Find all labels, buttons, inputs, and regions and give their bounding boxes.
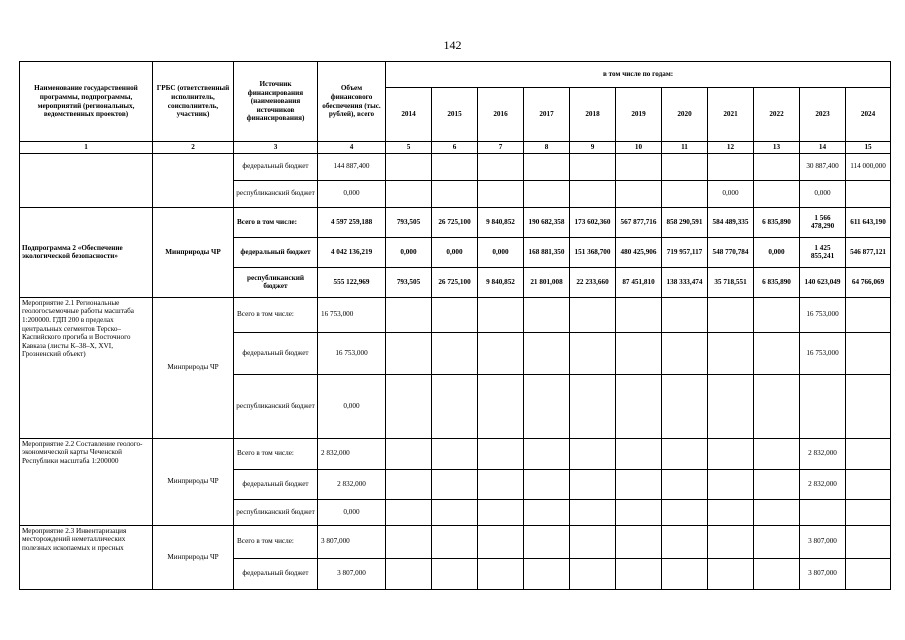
year-amount-cell (846, 180, 891, 207)
table-row (20, 207, 891, 237)
table-row (20, 153, 891, 180)
year-amount-cell (386, 297, 432, 332)
year-amount-cell (432, 332, 478, 374)
funding-source-cell: федеральный бюджет (234, 237, 318, 267)
header-year-2023: 2023 (800, 88, 846, 142)
total-amount-cell: 4 597 259,188 (318, 207, 386, 237)
year-amount-cell (662, 180, 708, 207)
header-year-2016: 2016 (478, 88, 524, 142)
total-amount-cell: 4 042 136,219 (318, 237, 386, 267)
year-amount-cell: 793,505 (386, 267, 432, 297)
year-amount-cell: 168 881,350 (524, 237, 570, 267)
header-name: Наименование государственной программы, подпрограммы, мероприятий (региональных, ведомственных проектов) (20, 62, 153, 142)
funding-source-cell: республиканский бюджет (234, 180, 318, 207)
year-amount-cell (478, 374, 524, 438)
year-amount-cell (616, 469, 662, 499)
funding-source-cell: Всего в том числе: (234, 297, 318, 332)
year-amount-cell (708, 558, 754, 589)
year-amount-cell: 719 957,117 (662, 237, 708, 267)
funding-source-cell: федеральный бюджет (234, 558, 318, 589)
year-amount-cell (432, 558, 478, 589)
year-amount-cell: 548 770,784 (708, 237, 754, 267)
year-amount-cell (754, 499, 800, 525)
year-amount-cell: 0,000 (800, 180, 846, 207)
year-amount-cell: 64 766,069 (846, 267, 891, 297)
total-amount-cell: 555 122,969 (318, 267, 386, 297)
year-amount-cell (570, 374, 616, 438)
header-source: Источник финансирования (наименования источников финансирования) (234, 62, 318, 142)
year-amount-cell (478, 438, 524, 469)
year-amount-cell: 0,000 (708, 180, 754, 207)
year-amount-cell: 26 725,100 (432, 207, 478, 237)
total-amount-cell: 0,000 (318, 374, 386, 438)
year-amount-cell: 2 832,000 (800, 438, 846, 469)
year-amount-cell (478, 180, 524, 207)
year-amount-cell (432, 180, 478, 207)
grbs-cell (153, 153, 234, 207)
total-amount-cell: 16 753,000 (318, 297, 386, 332)
year-amount-cell: 9 840,852 (478, 267, 524, 297)
year-amount-cell (478, 297, 524, 332)
year-amount-cell (708, 297, 754, 332)
year-amount-cell: 21 801,008 (524, 267, 570, 297)
column-number: 8 (524, 142, 570, 154)
year-amount-cell (524, 180, 570, 207)
year-amount-cell (432, 153, 478, 180)
year-amount-cell: 6 835,890 (754, 207, 800, 237)
total-amount-cell: 2 832,000 (318, 438, 386, 469)
year-amount-cell (478, 332, 524, 374)
year-amount-cell (386, 153, 432, 180)
year-amount-cell (754, 180, 800, 207)
header-year-2021: 2021 (708, 88, 754, 142)
year-amount-cell (708, 153, 754, 180)
year-amount-cell (616, 525, 662, 558)
year-amount-cell: 190 682,358 (524, 207, 570, 237)
total-amount-cell: 0,000 (318, 499, 386, 525)
year-amount-cell (524, 297, 570, 332)
year-amount-cell (846, 525, 891, 558)
year-amount-cell (570, 297, 616, 332)
funding-source-cell: Всего в том числе: (234, 525, 318, 558)
year-amount-cell (616, 499, 662, 525)
year-amount-cell: 138 333,474 (662, 267, 708, 297)
year-amount-cell (570, 153, 616, 180)
program-name-cell (20, 153, 153, 207)
program-name-cell: Подпрограмма 2 «Обеспечение экологической безопасности» (20, 207, 153, 297)
year-amount-cell: 16 753,000 (800, 297, 846, 332)
year-amount-cell (846, 332, 891, 374)
year-amount-cell (432, 499, 478, 525)
year-amount-cell (524, 525, 570, 558)
year-amount-cell (524, 153, 570, 180)
funding-source-cell: республиканский бюджет (234, 374, 318, 438)
column-number: 12 (708, 142, 754, 154)
year-amount-cell: 30 887,400 (800, 153, 846, 180)
year-amount-cell: 546 877,121 (846, 237, 891, 267)
funding-source-cell: федеральный бюджет (234, 153, 318, 180)
year-amount-cell (708, 438, 754, 469)
year-amount-cell (846, 438, 891, 469)
year-amount-cell: 151 368,700 (570, 237, 616, 267)
column-number: 6 (432, 142, 478, 154)
year-amount-cell (616, 297, 662, 332)
header-by-years: в том числе по годам: (386, 62, 891, 88)
header-grbs: ГРБС (ответственный исполнитель, соисполнитель, участник) (153, 62, 234, 142)
column-number: 2 (153, 142, 234, 154)
year-amount-cell (386, 525, 432, 558)
column-number: 5 (386, 142, 432, 154)
year-amount-cell (616, 332, 662, 374)
year-amount-cell: 611 643,190 (846, 207, 891, 237)
total-amount-cell: 2 832,000 (318, 469, 386, 499)
year-amount-cell (432, 297, 478, 332)
year-amount-cell (616, 153, 662, 180)
year-amount-cell: 1 566 478,290 (800, 207, 846, 237)
year-amount-cell: 35 718,551 (708, 267, 754, 297)
year-amount-cell: 6 835,890 (754, 267, 800, 297)
year-amount-cell: 3 807,000 (800, 558, 846, 589)
funding-source-cell: Всего в том числе: (234, 207, 318, 237)
year-amount-cell (570, 332, 616, 374)
grbs-cell: Минприроды ЧР (153, 438, 234, 525)
program-name-cell: Мероприятие 2.1 Региональные геологосъемочные работы масштаба 1:200000. ГДП 200 в пределах центральных сегментов Терско–Каспийского прогиба и Восточного Кавказа (листы К–38–X, XVI, Грозненский объект) (20, 297, 153, 438)
year-amount-cell: 793,505 (386, 207, 432, 237)
year-amount-cell (386, 438, 432, 469)
year-amount-cell (386, 558, 432, 589)
column-number: 15 (846, 142, 891, 154)
header-year-2024: 2024 (846, 88, 891, 142)
year-amount-cell: 584 489,335 (708, 207, 754, 237)
header-year-2017: 2017 (524, 88, 570, 142)
year-amount-cell (432, 374, 478, 438)
year-amount-cell: 22 233,660 (570, 267, 616, 297)
year-amount-cell: 0,000 (386, 237, 432, 267)
funding-source-cell: республиканский бюджет (234, 499, 318, 525)
year-amount-cell (662, 558, 708, 589)
year-amount-cell: 0,000 (478, 237, 524, 267)
year-amount-cell (478, 558, 524, 589)
year-amount-cell: 858 290,591 (662, 207, 708, 237)
year-amount-cell (708, 525, 754, 558)
column-number: 7 (478, 142, 524, 154)
year-amount-cell (662, 374, 708, 438)
total-amount-cell: 0,000 (318, 180, 386, 207)
year-amount-cell (386, 180, 432, 207)
year-amount-cell (846, 499, 891, 525)
year-amount-cell: 3 807,000 (800, 525, 846, 558)
year-amount-cell (386, 469, 432, 499)
year-amount-cell (570, 438, 616, 469)
table-row (20, 438, 891, 469)
year-amount-cell (616, 558, 662, 589)
year-amount-cell: 114 000,000 (846, 153, 891, 180)
grbs-cell: Минприроды ЧР (153, 207, 234, 297)
year-amount-cell (432, 438, 478, 469)
grbs-cell: Минприроды ЧР (153, 297, 234, 438)
year-amount-cell (478, 153, 524, 180)
year-amount-cell (754, 374, 800, 438)
year-amount-cell: 480 425,906 (616, 237, 662, 267)
year-amount-cell (478, 525, 524, 558)
year-amount-cell (524, 499, 570, 525)
column-number: 13 (754, 142, 800, 154)
year-amount-cell (570, 499, 616, 525)
year-amount-cell (570, 180, 616, 207)
year-amount-cell (386, 374, 432, 438)
year-amount-cell: 87 451,810 (616, 267, 662, 297)
table-row (20, 525, 891, 558)
column-number: 1 (20, 142, 153, 154)
year-amount-cell (846, 297, 891, 332)
year-amount-cell (754, 332, 800, 374)
year-amount-cell (524, 374, 570, 438)
year-amount-cell: 173 602,360 (570, 207, 616, 237)
funding-source-cell: федеральный бюджет (234, 332, 318, 374)
page-number: 142 (443, 38, 462, 52)
year-amount-cell: 567 877,716 (616, 207, 662, 237)
year-amount-cell (846, 374, 891, 438)
year-amount-cell: 26 725,100 (432, 267, 478, 297)
program-name-cell: Мероприятие 2.3 Инвентаризация месторождений неметаллических полезных ископаемых и пресных (20, 525, 153, 589)
year-amount-cell (800, 499, 846, 525)
column-number: 4 (318, 142, 386, 154)
year-amount-cell (662, 525, 708, 558)
header-year-2019: 2019 (616, 88, 662, 142)
header-year-2018: 2018 (570, 88, 616, 142)
year-amount-cell (616, 438, 662, 469)
year-amount-cell (570, 469, 616, 499)
year-amount-cell (846, 558, 891, 589)
table-row (20, 297, 891, 332)
year-amount-cell (662, 297, 708, 332)
total-amount-cell: 144 887,400 (318, 153, 386, 180)
year-amount-cell (708, 374, 754, 438)
header-year-2015: 2015 (432, 88, 478, 142)
year-amount-cell: 16 753,000 (800, 332, 846, 374)
year-amount-cell (478, 499, 524, 525)
year-amount-cell: 2 832,000 (800, 469, 846, 499)
year-amount-cell (754, 297, 800, 332)
year-amount-cell (616, 180, 662, 207)
year-amount-cell (800, 374, 846, 438)
column-number: 10 (616, 142, 662, 154)
program-name-cell: Мероприятие 2.2 Составление геолого-экономической карты Чеченской Республики масштаба 1:200000 (20, 438, 153, 525)
year-amount-cell: 0,000 (754, 237, 800, 267)
year-amount-cell (662, 499, 708, 525)
header-year-2014: 2014 (386, 88, 432, 142)
column-number: 14 (800, 142, 846, 154)
total-amount-cell: 3 807,000 (318, 558, 386, 589)
year-amount-cell: 140 623,049 (800, 267, 846, 297)
year-amount-cell (524, 332, 570, 374)
year-amount-cell (524, 469, 570, 499)
year-amount-cell (708, 499, 754, 525)
year-amount-cell (708, 332, 754, 374)
year-amount-cell (616, 374, 662, 438)
year-amount-cell (386, 332, 432, 374)
year-amount-cell (662, 153, 708, 180)
year-amount-cell (754, 469, 800, 499)
year-amount-cell (662, 469, 708, 499)
funding-source-cell: федеральный бюджет (234, 469, 318, 499)
year-amount-cell (570, 558, 616, 589)
total-amount-cell: 3 807,000 (318, 525, 386, 558)
year-amount-cell (754, 558, 800, 589)
year-amount-cell (754, 525, 800, 558)
year-amount-cell: 0,000 (432, 237, 478, 267)
column-number: 11 (662, 142, 708, 154)
header-volume: Объем финансового обеспечения (тыс. рублей), всего (318, 62, 386, 142)
year-amount-cell (846, 469, 891, 499)
header-year-2020: 2020 (662, 88, 708, 142)
year-amount-cell (708, 469, 754, 499)
year-amount-cell (754, 153, 800, 180)
funding-source-cell: Всего в том числе: (234, 438, 318, 469)
year-amount-cell (386, 499, 432, 525)
year-amount-cell (662, 438, 708, 469)
year-amount-cell (432, 525, 478, 558)
total-amount-cell: 16 753,000 (318, 332, 386, 374)
year-amount-cell: 1 425 855,241 (800, 237, 846, 267)
header-year-2022: 2022 (754, 88, 800, 142)
year-amount-cell (570, 525, 616, 558)
financing-table (19, 61, 891, 590)
year-amount-cell (524, 438, 570, 469)
grbs-cell: Минприроды ЧР (153, 525, 234, 589)
year-amount-cell: 9 840,852 (478, 207, 524, 237)
funding-source-cell: республиканский бюджет (234, 267, 318, 297)
year-amount-cell (478, 469, 524, 499)
year-amount-cell (432, 469, 478, 499)
year-amount-cell (662, 332, 708, 374)
column-number: 3 (234, 142, 318, 154)
year-amount-cell (524, 558, 570, 589)
year-amount-cell (754, 438, 800, 469)
column-number: 9 (570, 142, 616, 154)
